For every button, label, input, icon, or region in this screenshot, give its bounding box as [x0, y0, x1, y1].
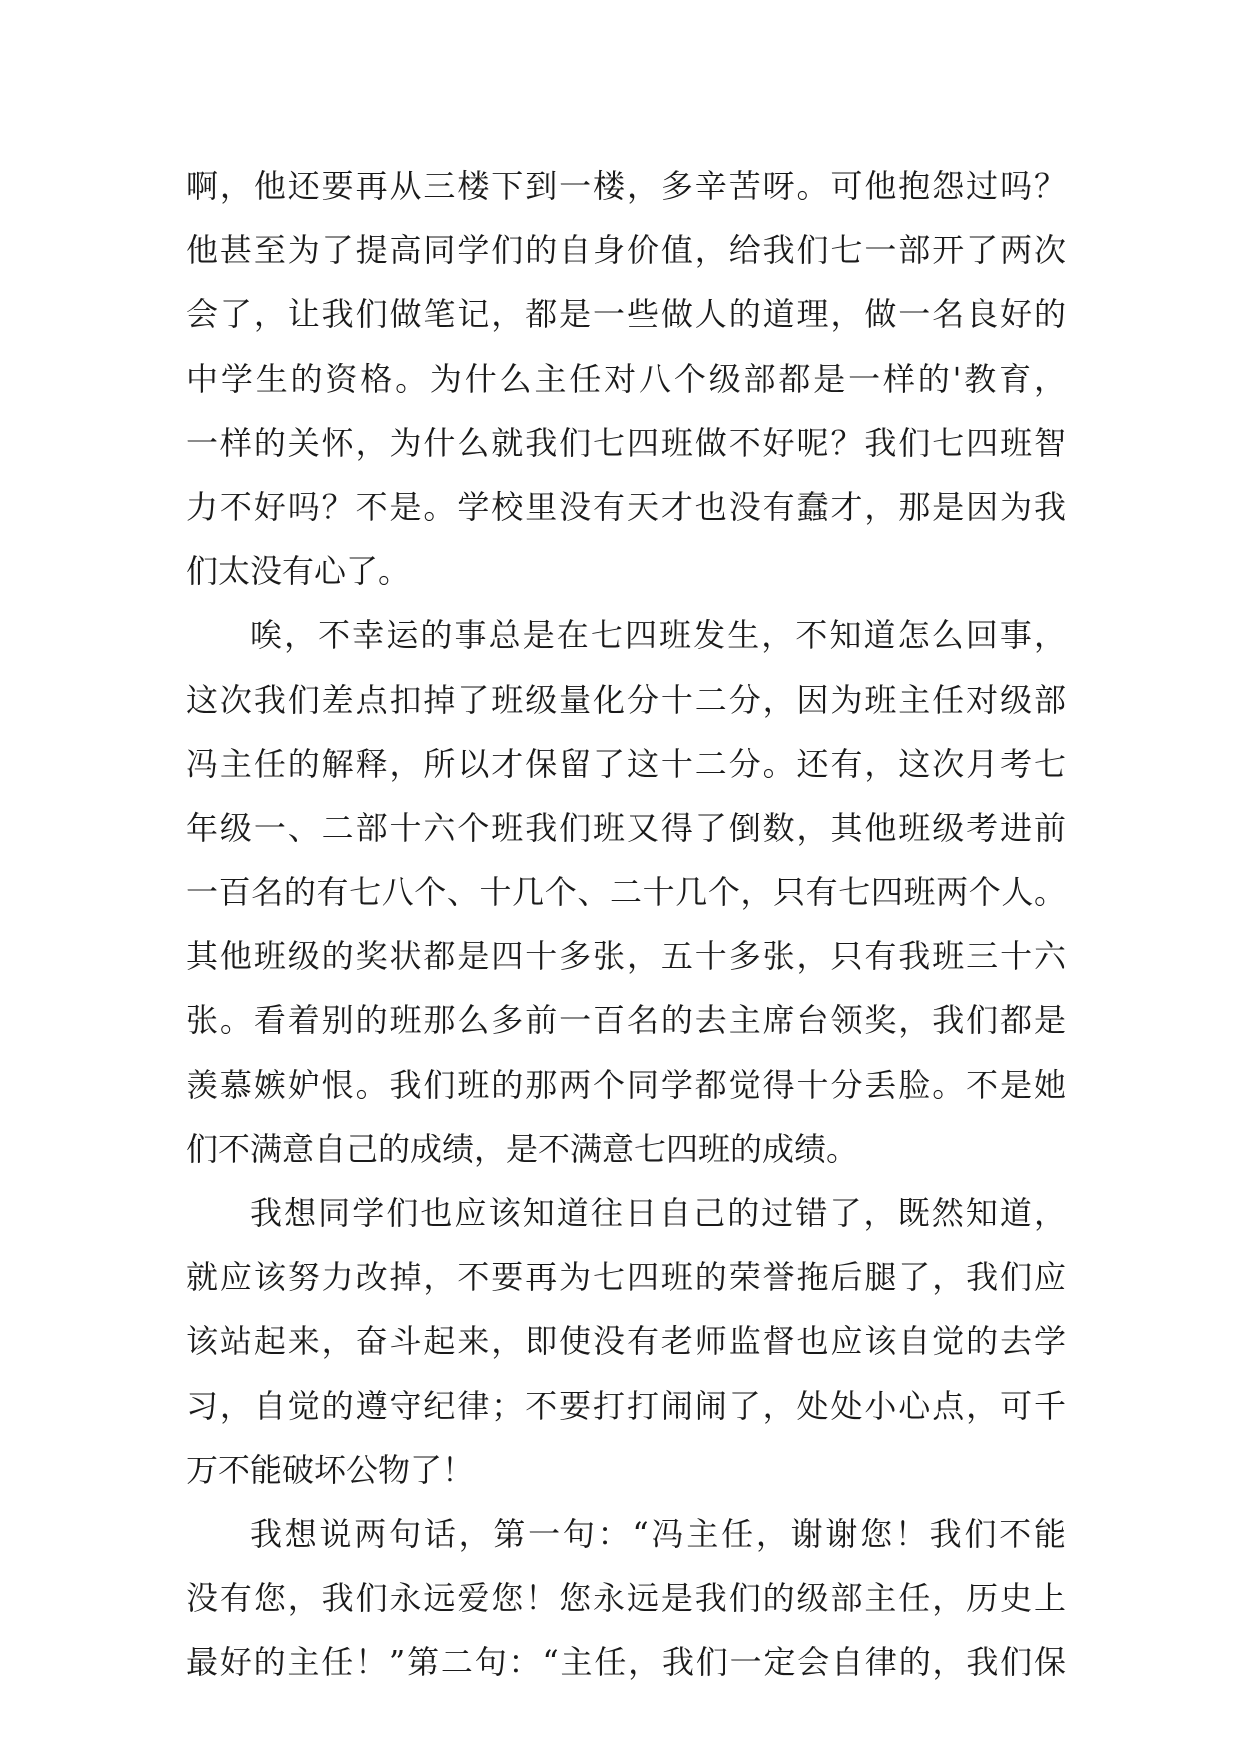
document-body	[186, 154, 1066, 1695]
text-line: 该站起来，奋斗起来，即使没有老师监督也应该自觉的去学	[186, 1322, 1066, 1361]
text-line: 冯主任的解释，所以才保留了这十二分。还有，这次月考七	[186, 744, 1066, 783]
text-line: 我想说两句话，第一句：“冯主任，谢谢您！我们不能	[250, 1514, 1066, 1553]
text-line: 会了，让我们做笔记，都是一些做人的道理，做一名良好的	[186, 295, 1066, 334]
paragraph	[186, 603, 1066, 1181]
text-line: 就应该努力改掉，不要再为七四班的荣誉拖后腿了，我们应	[186, 1258, 1066, 1297]
text-line: 一样的关怀，为什么就我们七四班做不好呢？我们七四班智	[186, 423, 1066, 462]
text-line: 们太没有心了。	[186, 552, 411, 591]
text-line: 啊，他还要再从三楼下到一楼，多辛苦呀。可他抱怨过吗？	[186, 167, 1066, 205]
text-line: 万不能破坏公物了！	[186, 1450, 475, 1489]
paragraph	[186, 154, 1066, 603]
paragraph	[186, 1181, 1066, 1502]
text-line: 最好的主任！”第二句：“主任，我们一定会自律的，我们保	[186, 1643, 1066, 1682]
text-line: 力不好吗？不是。学校里没有天才也没有蠢才，那是因为我	[186, 487, 1066, 526]
text-line: 他甚至为了提高同学们的自身价值，给我们七一部开了两次	[186, 231, 1066, 270]
text-line: 我想同学们也应该知道往日自己的过错了，既然知道，	[250, 1194, 1066, 1232]
text-line: 一百名的有七八个、十几个、二十几个，只有七四班两个人。	[186, 873, 1066, 912]
text-line: 张。看着别的班那么多前一百名的去主席台领奖，我们都是	[186, 1001, 1066, 1040]
text-line: 中学生的资格。为什么主任对八个级部都是一样的'教育，	[186, 359, 1066, 398]
text-line: 这次我们差点扣掉了班级量化分十二分，因为班主任对级部	[186, 680, 1066, 719]
text-line: 没有您，我们永远爱您！您永远是我们的级部主任，历史上	[186, 1579, 1066, 1618]
text-line: 唉，不幸运的事总是在七四班发生，不知道怎么回事，	[250, 616, 1066, 655]
text-line: 们不满意自己的成绩，是不满意七四班的成绩。	[186, 1129, 859, 1168]
text-line: 羡慕嫉妒恨。我们班的那两个同学都觉得十分丢脸。不是她	[186, 1065, 1066, 1104]
text-line: 其他班级的奖状都是四十多张，五十多张，只有我班三十六	[186, 937, 1066, 976]
text-line: 年级一、二部十六个班我们班又得了倒数，其他班级考进前	[186, 808, 1066, 847]
paragraph	[186, 1502, 1066, 1695]
text-line: 习，自觉的遵守纪律；不要打打闹闹了，处处小心点，可千	[186, 1386, 1066, 1425]
